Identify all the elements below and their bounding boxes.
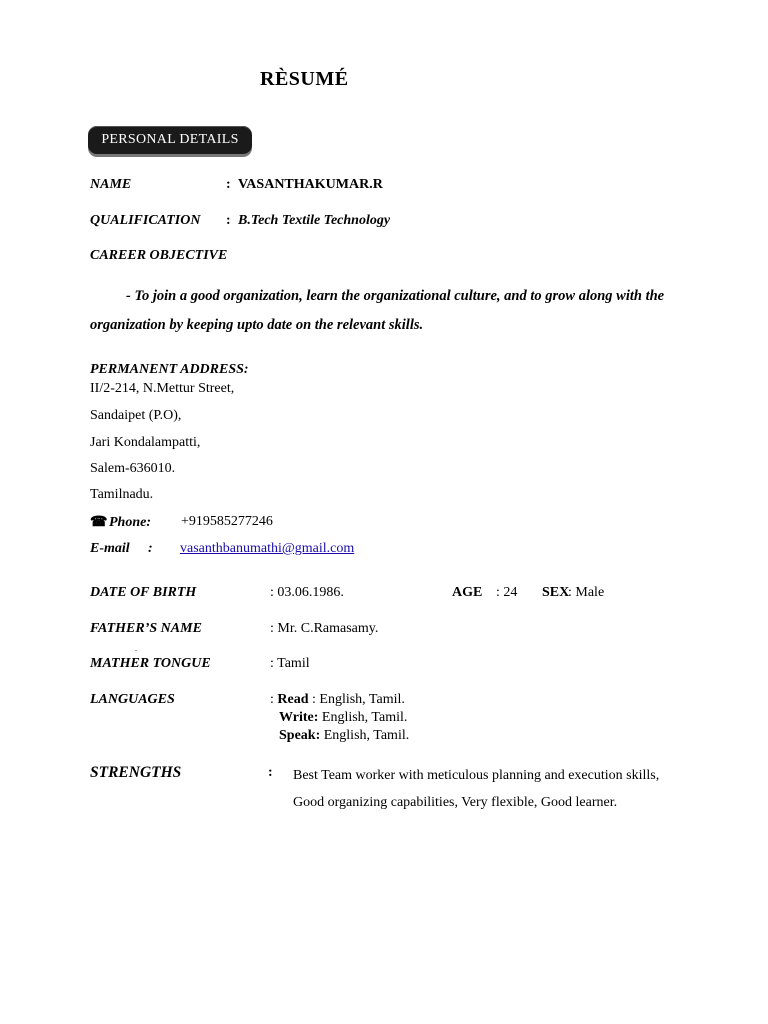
phone-label-group [90, 514, 151, 531]
career-objective-dash: - [126, 288, 131, 304]
address-label: PERMANENT ADDRESS: [90, 362, 249, 377]
address-line: II/2-214, N.Mettur Street, [90, 381, 235, 396]
phone-label: Phone: [109, 515, 151, 530]
write-value: English, Tamil. [321, 710, 408, 725]
section-header-personal-details: PERSONAL DETAILS [88, 126, 252, 154]
dob-label: DATE OF BIRTH [90, 585, 197, 600]
age-value: : 24 [496, 585, 518, 600]
speak-label: Speak: [279, 728, 321, 743]
read-label: Read [277, 692, 309, 707]
languages-read-row [270, 692, 405, 708]
qualification-separator: : [226, 213, 231, 228]
languages-write-row [279, 710, 407, 726]
age-label: AGE [452, 585, 483, 600]
qualification-value: B.Tech Textile Technology [238, 213, 391, 228]
sex-value: : Male [568, 585, 605, 600]
address-line: Sandaipet (P.O), [90, 408, 182, 423]
languages-label: LANGUAGES [90, 692, 175, 707]
career-objective-label: CAREER OBJECTIVE [90, 248, 228, 263]
write-label: Write: [279, 710, 319, 725]
address-line: Jari Kondalampatti, [90, 435, 201, 450]
speak-value: English, Tamil. [323, 728, 410, 743]
name-value: VASANTHAKUMAR.R [238, 177, 383, 192]
father-name-value: : Mr. C.Ramasamy. [270, 621, 379, 636]
father-name-label: FATHER’S NAME [90, 621, 202, 636]
telephone-icon: ☎ [90, 515, 108, 530]
email-separator: : [148, 541, 153, 556]
email-label: E-mail [90, 541, 130, 556]
phone-value: +919585277246 [181, 514, 273, 529]
strengths-label: STRENGTHS [90, 764, 182, 781]
languages-speak-row [279, 728, 409, 744]
name-label: NAME [90, 177, 132, 192]
read-value: : English, Tamil. [312, 692, 405, 707]
qualification-label: QUALIFICATION [90, 213, 201, 228]
email-link[interactable]: vasanthbanumathi@gmail.com [180, 541, 355, 556]
mother-tongue-label: MATHER TONGUE [90, 656, 211, 671]
resume-title: RÈSUMÉ [260, 68, 349, 90]
strengths-text: Best Team worker with meticulous planning and execution skills, Good organizing capabilities, Very flexible, Good learner. [293, 768, 660, 810]
stray-mark: . [135, 644, 137, 653]
career-objective-text [90, 282, 690, 340]
address-line: Salem-636010. [90, 461, 176, 476]
sex-label: SEX [542, 585, 570, 600]
name-separator: : [226, 177, 231, 192]
career-objective-body: To join a good organization, learn the organizational culture, and to grow along with the organization by keeping upto date on the relevant skills. [90, 288, 665, 333]
dob-value: : 03.06.1986. [270, 585, 344, 600]
strengths-separator: : [268, 765, 273, 780]
mother-tongue-value: : Tamil [270, 656, 310, 671]
languages-separator: : [270, 692, 274, 707]
address-line: Tamilnadu. [90, 487, 154, 502]
